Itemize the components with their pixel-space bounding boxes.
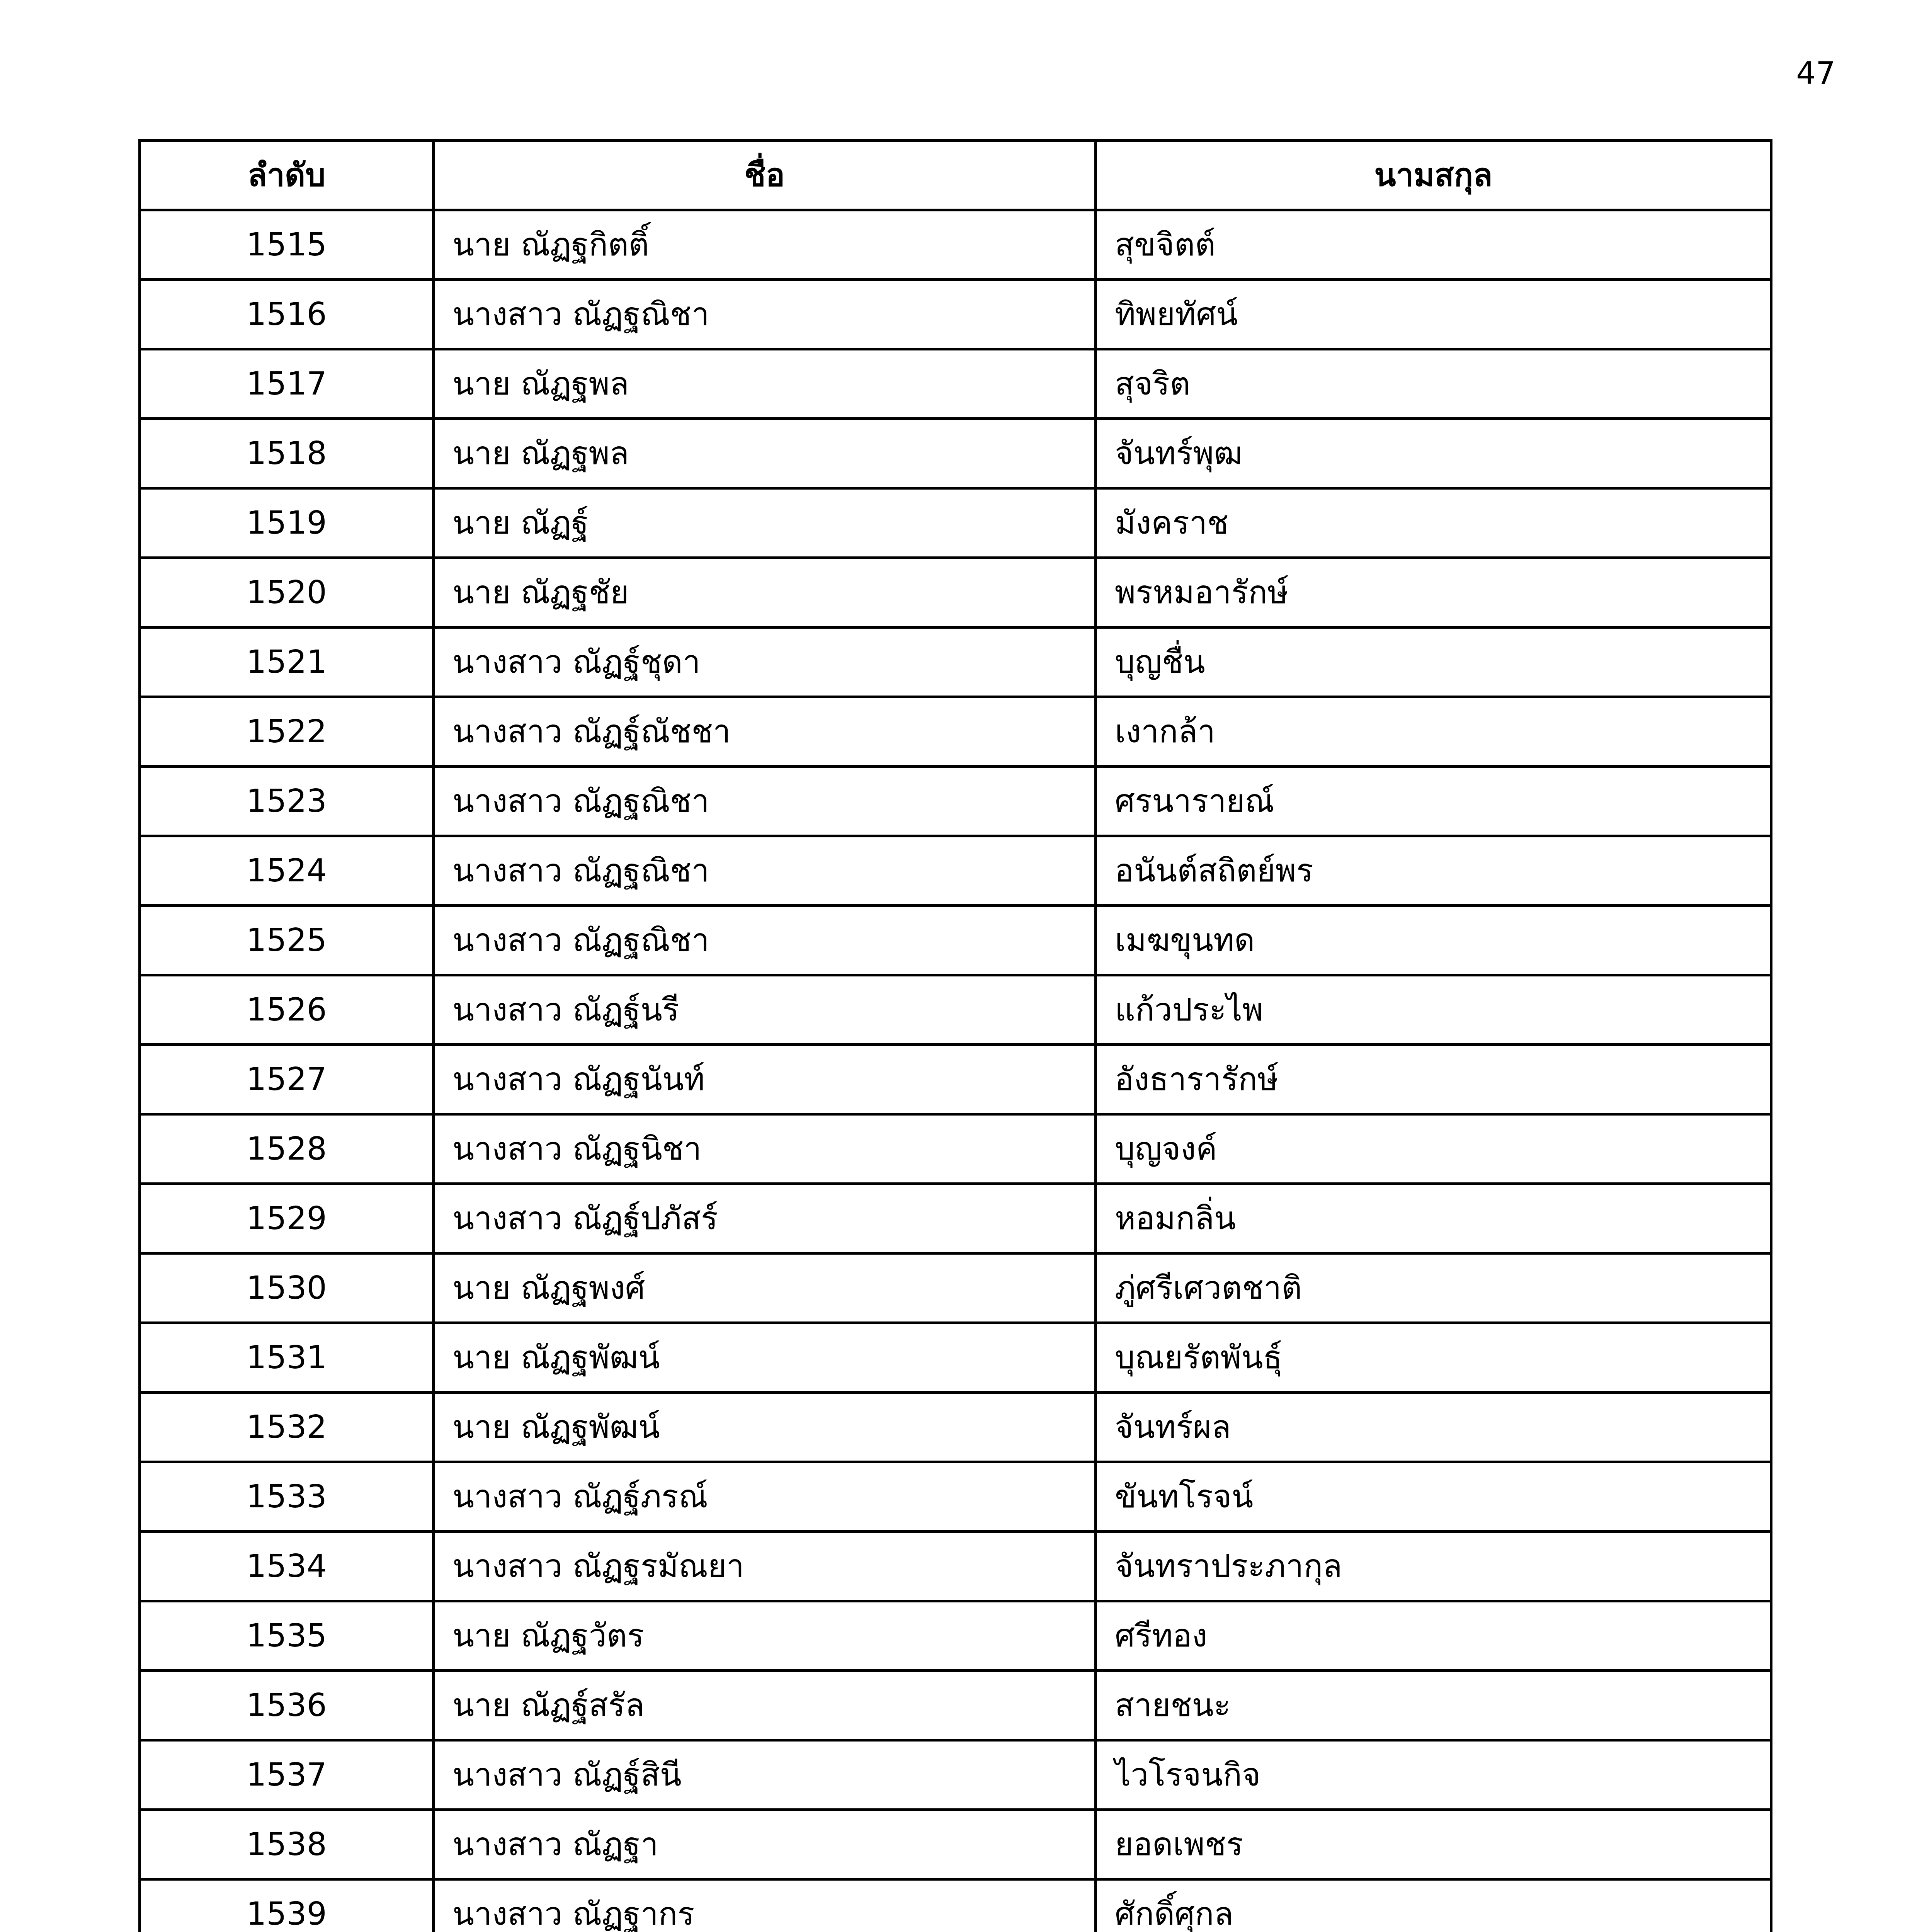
- row-name-cell: นางสาว ณัฏฐนันท์: [434, 1045, 1096, 1114]
- row-surname-cell: พรหมอารักษ์: [1096, 558, 1771, 628]
- row-name-cell: นางสาว ณัฏฐ์นรี: [434, 975, 1096, 1045]
- row-seq-cell: 1515: [140, 210, 434, 280]
- row-surname-cell: อังธารารักษ์: [1096, 1045, 1771, 1114]
- row-name-cell: นาย ณัฏฐกิตติ์: [434, 210, 1096, 280]
- table-row: [140, 767, 1771, 836]
- row-seq-cell: 1531: [140, 1323, 434, 1393]
- row-seq-cell: 1539: [140, 1879, 434, 1932]
- row-surname-cell: ไวโรจนกิจ: [1096, 1740, 1771, 1810]
- row-surname-cell: ยอดเพชร: [1096, 1810, 1771, 1879]
- table-row: [140, 975, 1771, 1045]
- table-header-row: [140, 141, 1771, 210]
- row-name-cell: นางสาว ณัฏฐรมัณยา: [434, 1532, 1096, 1601]
- row-surname-cell: มังคราช: [1096, 488, 1771, 558]
- table-row: [140, 906, 1771, 975]
- table-row: [140, 1323, 1771, 1393]
- row-seq-cell: 1535: [140, 1601, 434, 1671]
- row-surname-cell: สุจริต: [1096, 349, 1771, 419]
- row-surname-cell: เมฆขุนทด: [1096, 906, 1771, 975]
- row-seq-cell: 1536: [140, 1671, 434, 1740]
- row-name-cell: นางสาว ณัฏฐา: [434, 1810, 1096, 1879]
- table-row: [140, 1671, 1771, 1740]
- row-surname-cell: ทิพยทัศน์: [1096, 280, 1771, 349]
- table-row: [140, 1184, 1771, 1253]
- row-surname-cell: อนันต์สถิตย์พร: [1096, 836, 1771, 906]
- row-name-cell: นาย ณัฏฐพัฒน์: [434, 1393, 1096, 1462]
- row-seq-cell: 1525: [140, 906, 434, 975]
- table-row: [140, 628, 1771, 697]
- table-row: [140, 1393, 1771, 1462]
- row-seq-cell: 1521: [140, 628, 434, 697]
- row-seq-cell: 1529: [140, 1184, 434, 1253]
- row-seq-cell: 1530: [140, 1253, 434, 1323]
- row-surname-cell: หอมกลิ่น: [1096, 1184, 1771, 1253]
- table-row: [140, 488, 1771, 558]
- column-header-surname: นามสกุล: [1096, 141, 1771, 210]
- row-surname-cell: จันทร์พุฒ: [1096, 419, 1771, 488]
- row-seq-cell: 1522: [140, 697, 434, 767]
- table-row: [140, 349, 1771, 419]
- row-surname-cell: สายชนะ: [1096, 1671, 1771, 1740]
- row-seq-cell: 1533: [140, 1462, 434, 1532]
- row-name-cell: นางสาว ณัฏฐ์ชุดา: [434, 628, 1096, 697]
- table-row: [140, 1045, 1771, 1114]
- row-name-cell: นางสาว ณัฏฐนิชา: [434, 1114, 1096, 1184]
- row-name-cell: นางสาว ณัฏฐ์ณัชชา: [434, 697, 1096, 767]
- row-surname-cell: บุญชื่น: [1096, 628, 1771, 697]
- row-name-cell: นาย ณัฏฐวัตร: [434, 1601, 1096, 1671]
- row-surname-cell: ศรีทอง: [1096, 1601, 1771, 1671]
- table-row: [140, 210, 1771, 280]
- row-name-cell: นางสาว ณัฏฐณิชา: [434, 280, 1096, 349]
- row-seq-cell: 1538: [140, 1810, 434, 1879]
- row-seq-cell: 1528: [140, 1114, 434, 1184]
- table-row: [140, 1114, 1771, 1184]
- row-name-cell: นางสาว ณัฏฐณิชา: [434, 906, 1096, 975]
- table-row: [140, 1462, 1771, 1532]
- row-seq-cell: 1526: [140, 975, 434, 1045]
- table-body: [140, 210, 1771, 1932]
- table-row: [140, 280, 1771, 349]
- table-row: [140, 1879, 1771, 1932]
- row-name-cell: นาย ณัฏฐพล: [434, 419, 1096, 488]
- row-surname-cell: ศักดิ์ศุกล: [1096, 1879, 1771, 1932]
- row-name-cell: นางสาว ณัฏฐณิชา: [434, 836, 1096, 906]
- row-seq-cell: 1534: [140, 1532, 434, 1601]
- column-header-name: ชื่อ: [434, 141, 1096, 210]
- row-seq-cell: 1516: [140, 280, 434, 349]
- row-name-cell: นาย ณัฏฐ์: [434, 488, 1096, 558]
- table-row: [140, 836, 1771, 906]
- row-surname-cell: บุญจงค์: [1096, 1114, 1771, 1184]
- row-surname-cell: บุณยรัตพันธุ์: [1096, 1323, 1771, 1393]
- row-seq-cell: 1518: [140, 419, 434, 488]
- table-row: [140, 1810, 1771, 1879]
- row-name-cell: นาย ณัฏฐ์สรัล: [434, 1671, 1096, 1740]
- row-surname-cell: จันทร์ผล: [1096, 1393, 1771, 1462]
- page-number: 47: [1796, 55, 1835, 91]
- row-surname-cell: เงากล้า: [1096, 697, 1771, 767]
- row-seq-cell: 1537: [140, 1740, 434, 1810]
- row-name-cell: นางสาว ณัฏฐณิชา: [434, 767, 1096, 836]
- row-name-cell: นางสาว ณัฏฐากร: [434, 1879, 1096, 1932]
- row-name-cell: นางสาว ณัฏฐ์ภรณ์: [434, 1462, 1096, 1532]
- row-name-cell: นาย ณัฏฐพัฒน์: [434, 1323, 1096, 1393]
- row-seq-cell: 1524: [140, 836, 434, 906]
- table-row: [140, 1532, 1771, 1601]
- row-name-cell: นาย ณัฏฐพงศ์: [434, 1253, 1096, 1323]
- row-surname-cell: ขันทโรจน์: [1096, 1462, 1771, 1532]
- row-name-cell: นางสาว ณัฏฐ์ปภัสร์: [434, 1184, 1096, 1253]
- table-row: [140, 1740, 1771, 1810]
- table-row: [140, 1601, 1771, 1671]
- row-surname-cell: ศรนารายณ์: [1096, 767, 1771, 836]
- column-header-seq: ลำดับ: [140, 141, 434, 210]
- row-seq-cell: 1532: [140, 1393, 434, 1462]
- row-seq-cell: 1520: [140, 558, 434, 628]
- row-surname-cell: สุขจิตต์: [1096, 210, 1771, 280]
- table-row: [140, 558, 1771, 628]
- row-surname-cell: แก้วประไพ: [1096, 975, 1771, 1045]
- row-surname-cell: จันทราประภากุล: [1096, 1532, 1771, 1601]
- table-row: [140, 419, 1771, 488]
- row-seq-cell: 1527: [140, 1045, 434, 1114]
- row-seq-cell: 1517: [140, 349, 434, 419]
- row-seq-cell: 1523: [140, 767, 434, 836]
- name-roster-table: [138, 139, 1772, 1932]
- row-seq-cell: 1519: [140, 488, 434, 558]
- row-name-cell: นางสาว ณัฏฐ์สินี: [434, 1740, 1096, 1810]
- table-row: [140, 697, 1771, 767]
- row-name-cell: นาย ณัฏฐชัย: [434, 558, 1096, 628]
- row-surname-cell: ภู่ศรีเศวตชาติ: [1096, 1253, 1771, 1323]
- row-name-cell: นาย ณัฏฐพล: [434, 349, 1096, 419]
- table-row: [140, 1253, 1771, 1323]
